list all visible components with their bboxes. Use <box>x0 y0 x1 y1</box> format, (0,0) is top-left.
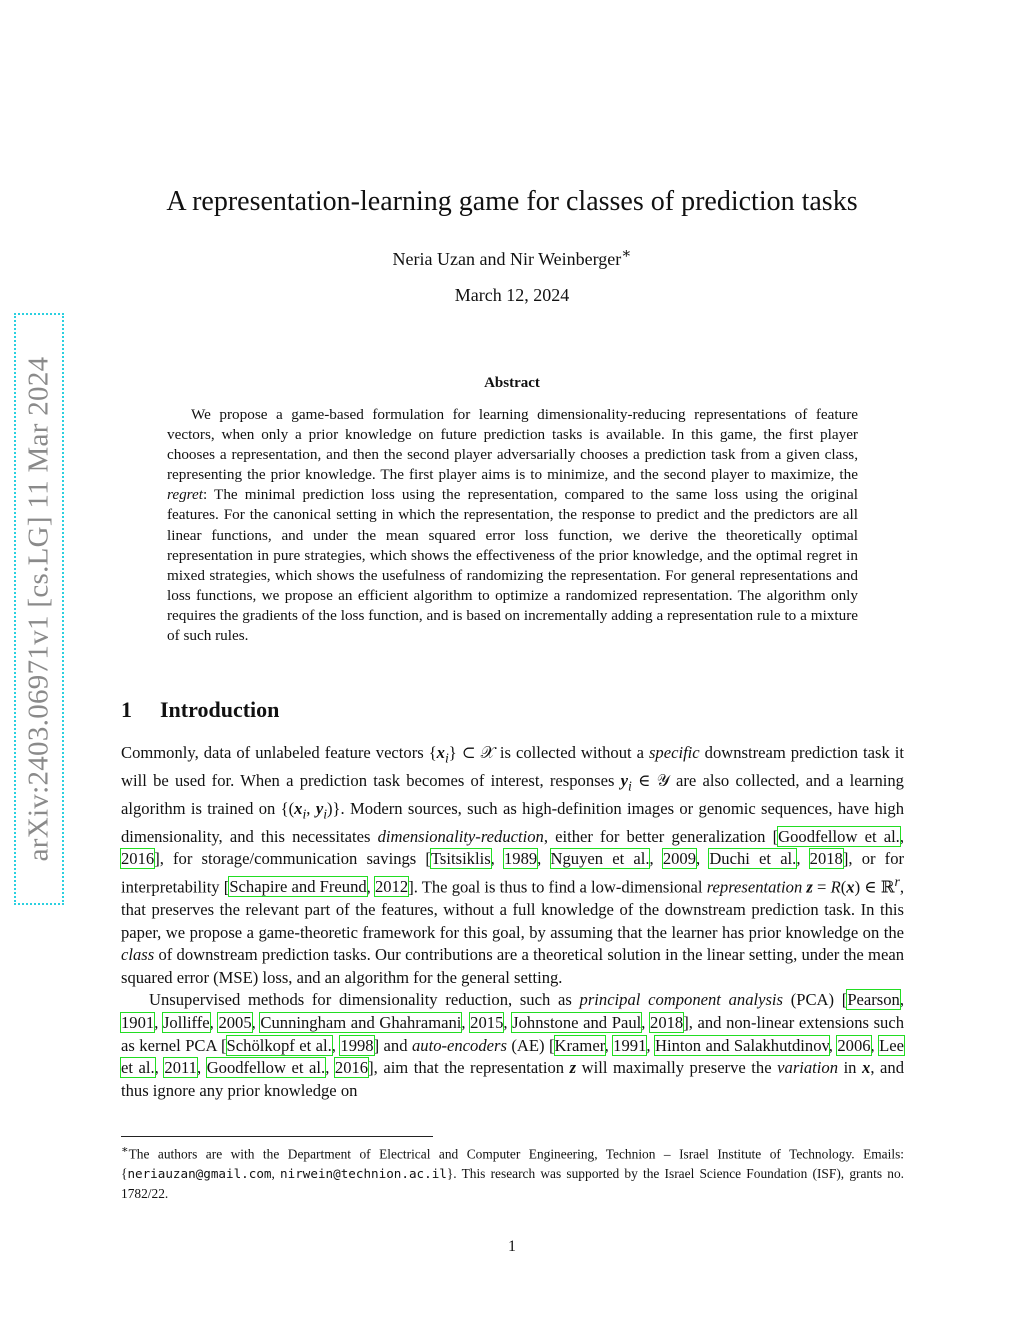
footnote-divider <box>121 1136 433 1137</box>
section-heading-introduction <box>121 697 279 723</box>
paper-authors <box>0 244 1024 270</box>
arxiv-identifier-text: arXiv:2403.06971v1 [cs.LG] 11 Mar 2024 <box>22 356 55 862</box>
citation-link[interactable]: 2012 <box>375 877 409 897</box>
citation-link[interactable]: 2016 <box>121 849 155 869</box>
citation-link[interactable]: 2005 <box>218 1013 252 1032</box>
citation-link[interactable]: 2009 <box>662 849 696 869</box>
author-footnote-mark[interactable]: ∗ <box>621 246 632 262</box>
citation-link[interactable]: 1998 <box>340 1035 374 1055</box>
citation-link[interactable]: Tsitsiklis <box>430 849 491 869</box>
paper-date: March 12, 2024 <box>454 285 570 305</box>
paper-title: A representation-learning game for classes of prediction tasks <box>166 186 858 217</box>
introduction-body <box>121 742 904 1102</box>
author-names: Neria Uzan and Nir Weinberger <box>392 249 622 269</box>
citation-link[interactable]: 1989 <box>503 849 538 869</box>
citation-link[interactable]: Cunningham and Ghahramani <box>260 1013 462 1032</box>
citation-link[interactable]: 2016 <box>334 1058 369 1078</box>
page-number: 1 <box>508 1238 516 1255</box>
footnote-mark: ∗ <box>121 1144 129 1156</box>
citation-link[interactable]: Schapire and Freund <box>229 877 367 897</box>
citation-link[interactable]: Nguyen et al. <box>550 849 650 869</box>
citation-link[interactable]: Goodfellow et al. <box>206 1058 326 1078</box>
section-number: 1 <box>121 697 132 722</box>
citation-link[interactable]: Duchi et al. <box>709 849 797 869</box>
citation-link[interactable]: Schölkopf et al. <box>226 1035 332 1055</box>
section-title: Introduction <box>160 697 280 722</box>
citation-link[interactable]: Johnstone and Paul <box>512 1013 642 1032</box>
citation-link[interactable]: Hinton and Salakhutdinov <box>654 1035 829 1055</box>
citation-link[interactable]: 1991 <box>613 1035 647 1055</box>
citation-link[interactable]: 2011 <box>164 1058 197 1078</box>
arxiv-identifier-stamp[interactable] <box>14 313 64 905</box>
abstract-text: We propose a game-based formulation for learning dimensionality-reducing representations of feature vectors, when only a prior knowledge on future prediction tasks is available. In this game, the first player chooses a representation, and then the second player adversarially chooses a prediction task from a given class, representing the prior knowledge. The first player aims is to minimize, and the second player to maximize, the regret: The minimal prediction loss using the representation, compared to the same loss using the original features. For the canonical setting in which the representation, the response to predict and the predictors are all linear functions, and under the mean squared error loss function, we derive the theoretically optimal representation in pure strategies, which shows the effectiveness of the prior knowledge, and the optimal regret in mixed strategies, which shows the usefulness of randomizing the representation. For general representations and loss functions, we propose an efficient algorithm to optimize a randomized representation. The algorithm only requires the gradients of the loss function, and is based on incrementally adding a representation rule to a mixture of such rules. <box>167 406 858 645</box>
abstract-heading: Abstract <box>484 375 540 391</box>
citation-link[interactable]: Lee et al. <box>121 1035 905 1078</box>
intro-paragraph-1: Commonly, data of unlabeled feature vectors $\{x_i\}$ ⊂ 𝒳 is collected without a specific downstream prediction task it will be used for. When a prediction task becomes of interest, responses $y_i$ ∈ 𝒴 are also collected, and a learning algorithm is trained on {($x_i$, $y_i$)}. Modern sources, such as high-definition images or genomic sequences, have high dimensionality, and this necessitates dimensionality-reduction, either for better generalization [Goodfellow et al., 2016], for storage/communication savings [Tsitsiklis, 1989, Nguyen et al., 2009, Duchi et al., 2018], or for interpretability [Schapire and Freund, 2012]. The goal is thus to find a low-dimensional representation z = R(x) ∈ ℝ$^r$, that preserves the relevant part of the features, without a full knowledge of the downstream prediction task. In this paper, we propose a game-theoretic framework for this goal, by assuming that the learner has prior knowledge on the class of downstream prediction tasks. Our contributions are a theoretical solution in the linear setting, under the mean squared error (MSE) loss, and an algorithm for the general setting. <box>121 743 905 987</box>
footnote: ∗The authors are with the Department of Electrical and Computer Engineering, Technion – Israel Institute of Technology. Emails: {neriauzan@gmail.com, nirwein@technion.ac.il}. This research was supported by the Israel Science Foundation (ISF), grants no. 1782/22. <box>121 1144 904 1201</box>
citation-link[interactable]: 2018 <box>650 1013 684 1032</box>
citation-link[interactable]: Pearson <box>847 990 900 1010</box>
citation-link[interactable]: Goodfellow et al. <box>778 826 900 846</box>
citation-link[interactable]: Jolliffe <box>162 1013 210 1032</box>
email-link[interactable]: nirwein@technion.ac.il <box>280 1166 447 1182</box>
citation-link[interactable]: 2018 <box>809 849 843 869</box>
email-link[interactable]: neriauzan@gmail.com <box>127 1166 272 1182</box>
citation-link[interactable]: 2006 <box>837 1035 871 1055</box>
citation-link[interactable]: 1901 <box>121 1013 155 1032</box>
citation-link[interactable]: 2015 <box>470 1013 504 1032</box>
citation-link[interactable]: Kramer <box>554 1035 605 1055</box>
intro-paragraph-2: Unsupervised methods for dimensionality reduction, such as principal component analysis (PCA) [Pearson, 1901, Jolliffe, 2005, Cunningham and Ghahramani, 2015, Johnstone and Paul, 2018], and non-linear extensions such as kernel PCA [Schölkopf et al., 1998] and auto-encoders (AE) [Kramer, 1991, Hinton and Salakhutdinov, 2006, Lee et al., 2011, Goodfellow et al., 2016], aim that the representation z will maximally preserve the variation in x, and thus ignore any prior knowledge on <box>121 990 905 1100</box>
